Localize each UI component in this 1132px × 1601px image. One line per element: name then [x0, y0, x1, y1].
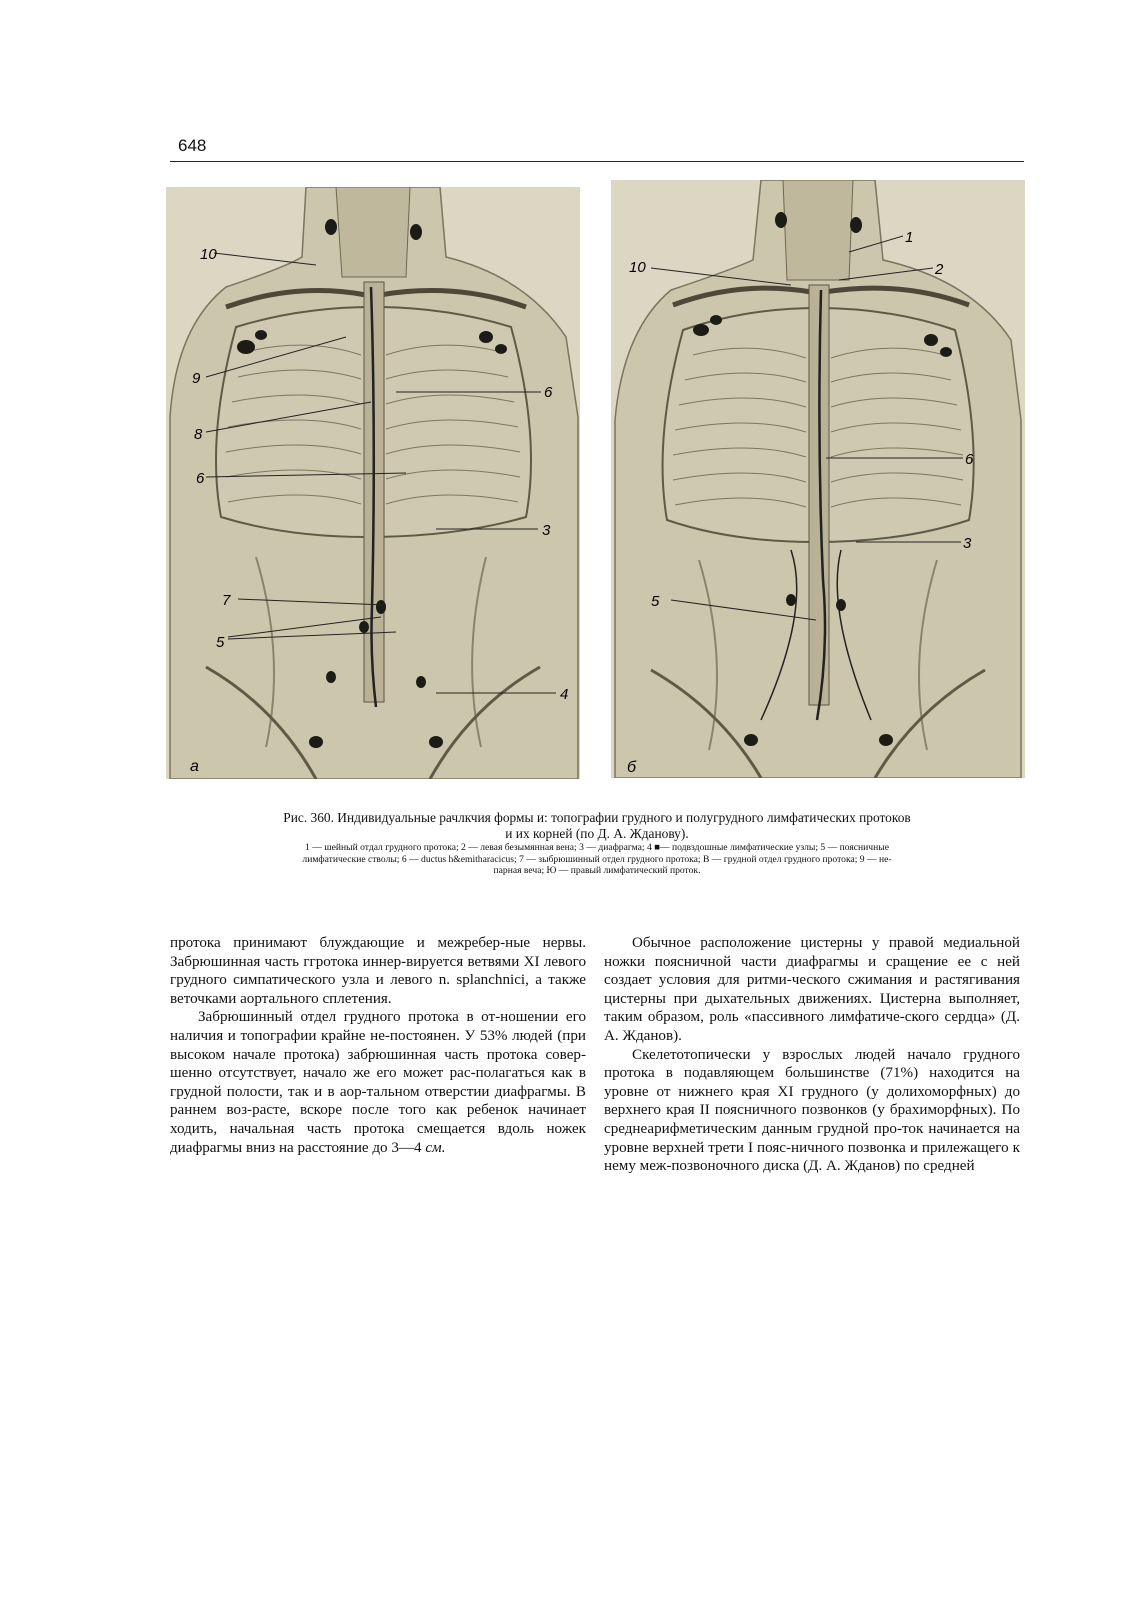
header-rule [170, 161, 1024, 162]
left-paragraph-2-text: Забрюшинный отдел грудного протока в от-ношении его наличия и топографии крайне не-постоянен. У 53% людей (при высоком начале протока) забрюшинная часть протока совер-шенно отсутствует, начало же его может рас-полагаться как в грудной полости, так и в аор-тальном отверстии диафрагмы. В раннем воз-расте, вскоре после того как ребенок начинает ходить, начальная часть протока смещается вдоль ножек диафрагмы вниз на расстояние до 3—4 [170, 1009, 586, 1156]
left-column [170, 934, 586, 1157]
caption-legend-line-1: 1 — шейный отдал грудного протока; 2 — левая безымянная вена; 3 — диафрагма; 4 ■— подвздошные лимфатические узлы; 5 — поясничные [305, 842, 889, 853]
right-column [604, 934, 1020, 1176]
caption-title-line-2: и их корней (по Д. А. Жданову). [505, 826, 689, 841]
left-paragraph-1: протока принимают блуждающие и межребер-ные нервы. Забрюшинная часть ггротока иннер-вируется ветвями XI левого грудного симпатического узла и левого n. splanchnici, а также веточками аортального сплетения. [170, 935, 586, 1007]
figure-caption [170, 810, 1024, 877]
label-2: 2 [935, 261, 944, 278]
caption-title-line-1: Рис. 360. Индивидуальные рачлкчия формы и: топографии грудного и полугрудного лимфатических протоков [283, 810, 911, 825]
unit-cm: см. [425, 1139, 446, 1156]
label-6-top: 6 [544, 384, 553, 401]
anatomical-figure-b [611, 180, 1025, 778]
label-3: 3 [963, 535, 972, 552]
label-3: 3 [542, 522, 551, 539]
page-number: 648 [178, 136, 207, 155]
left-paragraph-2 [170, 1008, 586, 1157]
label-1: 1 [905, 229, 914, 246]
label-10: 10 [200, 246, 217, 263]
label-6: 6 [965, 451, 974, 468]
label-7: 7 [222, 592, 231, 609]
panel-letter-b: б [627, 759, 636, 776]
label-4: 4 [560, 686, 569, 703]
label-5: 5 [651, 593, 660, 610]
label-6-mid: 6 [196, 470, 205, 487]
label-5: 5 [216, 634, 225, 651]
label-10: 10 [629, 259, 646, 276]
label-8: 8 [194, 426, 203, 443]
caption-legend-line-3: парная веча; Ю — правый лимфатический проток. [493, 865, 701, 876]
panel-letter-a: а [190, 758, 199, 775]
caption-legend-line-2: лимфатические стволы; 6 — ductus h&emitharacicus; 7 — зыбрюшинный отдел грудного протока; В — грудной отдел грудного протока; 9 — не- [302, 853, 892, 865]
label-9: 9 [192, 370, 201, 387]
right-paragraph-1: Обычное расположение цистерны у правой медиальной ножки поясничной части диафрагмы и сращение ее с ней создает условия для ритми-ческого сжимания и растягивания цистерны при дыхательных движениях. Цистерна выполняет, таким образом, роль «пассивного лимфатиче-ского сердца» (Д. А. Жданов). [604, 935, 1020, 1044]
right-paragraph-2: Скелетотопически у взрослых людей начало грудного протока в подавляющем большинстве (71%) находится на уровне от нижнего края XI грудного (у долихоморфных) до верхнего края II поясничного позвонков (у брахиморфных). По среднеарифметическим данным грудной про-ток начинается на уровне верхней трети I пояс-ничного позвонка и прилежащего к нему меж-позвоночного диска (Д. А. Жданов) по средней [604, 1046, 1020, 1175]
anatomical-figure-a [166, 187, 580, 779]
